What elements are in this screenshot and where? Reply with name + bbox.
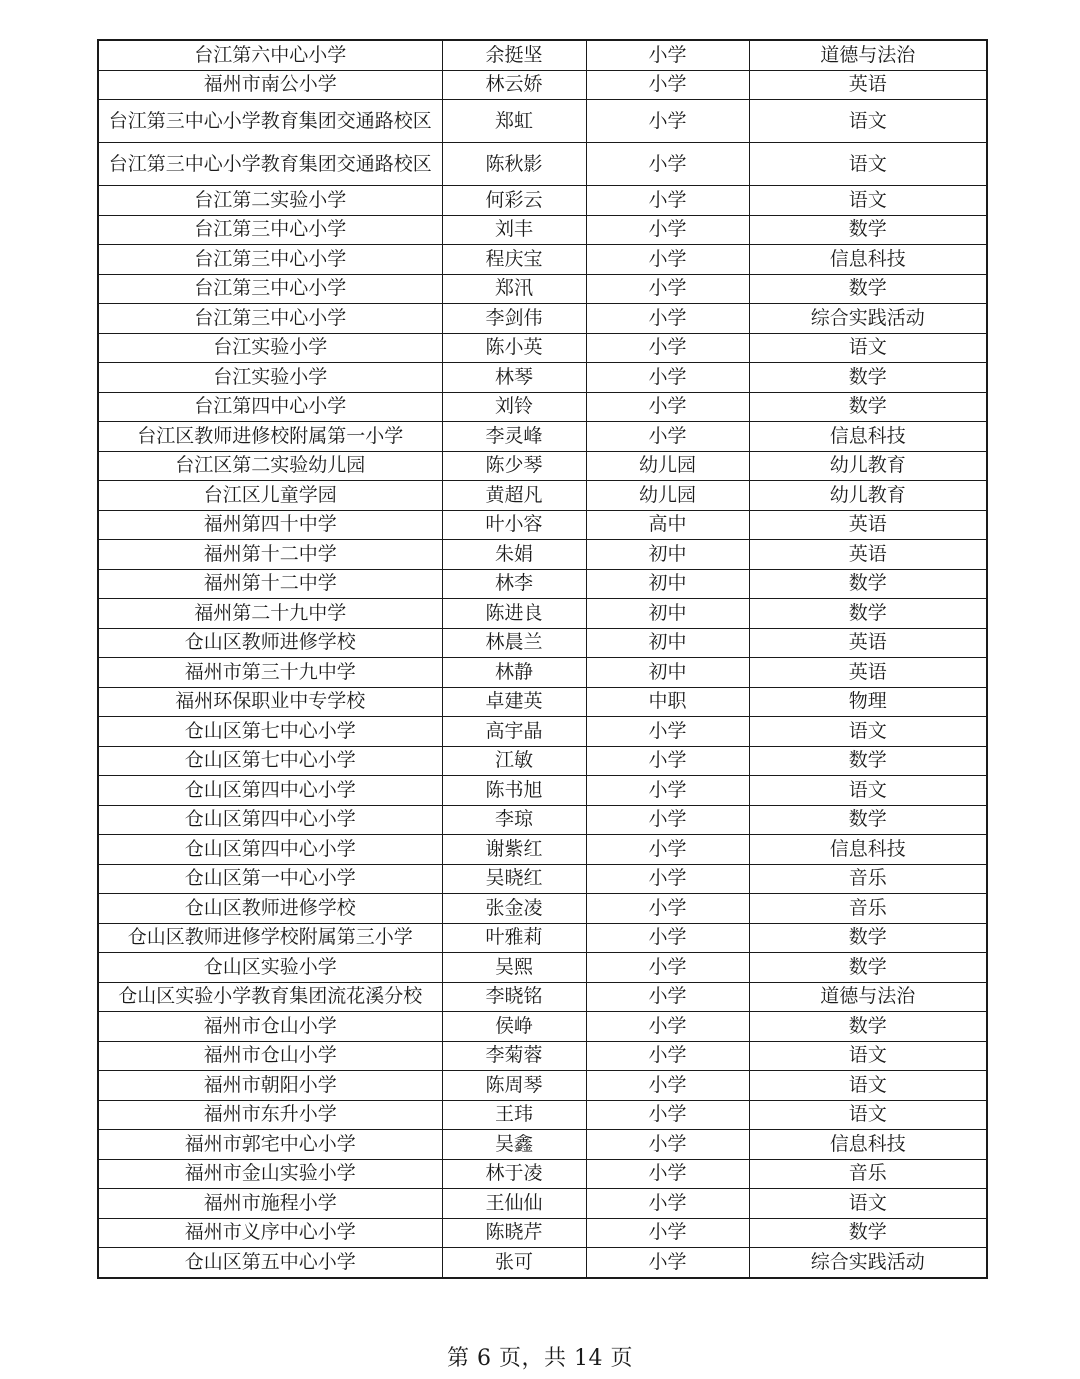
- school-cell: 福州市南公小学: [98, 70, 442, 100]
- teacher-name-cell: 王玮: [442, 1100, 586, 1130]
- school-cell: 仓山区第七中心小学: [98, 746, 442, 776]
- teacher-name-cell: 林晨兰: [442, 628, 586, 658]
- school-cell: 福州市东升小学: [98, 1100, 442, 1130]
- subject-cell: 信息科技: [749, 245, 987, 275]
- table-row: [98, 776, 987, 806]
- school-level-cell: 小学: [586, 864, 749, 894]
- school-cell: 台江区教师进修校附属第一小学: [98, 422, 442, 452]
- subject-cell: 音乐: [749, 894, 987, 924]
- table-row: [98, 835, 987, 865]
- school-level-cell: 小学: [586, 392, 749, 422]
- school-level-cell: 小学: [586, 333, 749, 363]
- table-row: [98, 953, 987, 983]
- school-cell: 福州环保职业中专学校: [98, 687, 442, 717]
- school-cell: 仓山区第四中心小学: [98, 835, 442, 865]
- teacher-name-cell: 陈书旭: [442, 776, 586, 806]
- teacher-name-cell: 李灵峰: [442, 422, 586, 452]
- subject-cell: 数学: [749, 953, 987, 983]
- school-cell: 台江实验小学: [98, 363, 442, 393]
- school-cell: 台江第三中心小学: [98, 274, 442, 304]
- subject-cell: 数学: [749, 805, 987, 835]
- table-row: [98, 481, 987, 511]
- school-cell: 福州市义序中心小学: [98, 1218, 442, 1248]
- school-cell: 台江第三中心小学: [98, 245, 442, 275]
- subject-cell: 语文: [749, 1041, 987, 1071]
- teacher-name-cell: 叶小容: [442, 510, 586, 540]
- teacher-name-cell: 林云娇: [442, 70, 586, 100]
- school-cell: 福州市朝阳小学: [98, 1071, 442, 1101]
- subject-cell: 物理: [749, 687, 987, 717]
- table-row: [98, 422, 987, 452]
- subject-cell: 信息科技: [749, 1130, 987, 1160]
- school-level-cell: 小学: [586, 982, 749, 1012]
- school-level-cell: 小学: [586, 143, 749, 186]
- school-cell: 福州第二十九中学: [98, 599, 442, 629]
- table-row: [98, 392, 987, 422]
- school-cell: 仓山区第七中心小学: [98, 717, 442, 747]
- teacher-name-cell: 李剑伟: [442, 304, 586, 334]
- table-row: [98, 687, 987, 717]
- school-level-cell: 小学: [586, 1130, 749, 1160]
- teacher-name-cell: 陈晓芹: [442, 1218, 586, 1248]
- table-row: [98, 717, 987, 747]
- school-level-cell: 小学: [586, 894, 749, 924]
- school-cell: 福州市仓山小学: [98, 1012, 442, 1042]
- teacher-name-cell: 李琼: [442, 805, 586, 835]
- teacher-name-cell: 程庆宝: [442, 245, 586, 275]
- teacher-name-cell: 叶雅莉: [442, 923, 586, 953]
- table-row: [98, 333, 987, 363]
- school-cell: 仓山区第五中心小学: [98, 1248, 442, 1278]
- subject-cell: 数学: [749, 274, 987, 304]
- table-row: [98, 658, 987, 688]
- subject-cell: 数学: [749, 1218, 987, 1248]
- school-cell: 仓山区实验小学: [98, 953, 442, 983]
- school-level-cell: 小学: [586, 363, 749, 393]
- school-level-cell: 初中: [586, 569, 749, 599]
- teacher-name-cell: 吴晓红: [442, 864, 586, 894]
- school-cell: 福州市仓山小学: [98, 1041, 442, 1071]
- table-row: [98, 274, 987, 304]
- subject-cell: 语文: [749, 333, 987, 363]
- teacher-name-cell: 陈秋影: [442, 143, 586, 186]
- table-row: [98, 70, 987, 100]
- table-row: [98, 245, 987, 275]
- school-level-cell: 小学: [586, 717, 749, 747]
- school-cell: 台江第二实验小学: [98, 186, 442, 216]
- school-cell: 仓山区教师进修学校附属第三小学: [98, 923, 442, 953]
- school-cell: 台江第三中心小学: [98, 304, 442, 334]
- subject-cell: 信息科技: [749, 835, 987, 865]
- subject-cell: 音乐: [749, 864, 987, 894]
- table-row: [98, 100, 987, 143]
- subject-cell: 数学: [749, 363, 987, 393]
- teacher-name-cell: 谢紫红: [442, 835, 586, 865]
- school-level-cell: 小学: [586, 923, 749, 953]
- school-cell: 台江区第二实验幼儿园: [98, 451, 442, 481]
- subject-cell: 语文: [749, 1189, 987, 1219]
- teacher-name-cell: 郑汛: [442, 274, 586, 304]
- school-cell: 福州市郭宅中心小学: [98, 1130, 442, 1160]
- school-level-cell: 中职: [586, 687, 749, 717]
- subject-cell: 语文: [749, 1071, 987, 1101]
- school-cell: 福州第十二中学: [98, 540, 442, 570]
- table-row: [98, 40, 987, 70]
- teacher-name-cell: 林静: [442, 658, 586, 688]
- table-row: [98, 864, 987, 894]
- school-level-cell: 小学: [586, 245, 749, 275]
- school-level-cell: 小学: [586, 1041, 749, 1071]
- teacher-name-cell: 余挺坚: [442, 40, 586, 70]
- school-level-cell: 小学: [586, 746, 749, 776]
- school-cell: 仓山区第四中心小学: [98, 805, 442, 835]
- subject-cell: 英语: [749, 628, 987, 658]
- subject-cell: 音乐: [749, 1159, 987, 1189]
- teacher-name-cell: 朱娟: [442, 540, 586, 570]
- school-level-cell: 小学: [586, 100, 749, 143]
- subject-cell: 语文: [749, 100, 987, 143]
- table-row: [98, 1189, 987, 1219]
- teacher-name-cell: 张可: [442, 1248, 586, 1278]
- school-level-cell: 小学: [586, 835, 749, 865]
- table-row: [98, 569, 987, 599]
- school-cell: 台江区儿童学园: [98, 481, 442, 511]
- teacher-name-cell: 刘丰: [442, 215, 586, 245]
- subject-cell: 数学: [749, 923, 987, 953]
- school-level-cell: 初中: [586, 599, 749, 629]
- school-level-cell: 初中: [586, 628, 749, 658]
- school-level-cell: 小学: [586, 1189, 749, 1219]
- school-level-cell: 小学: [586, 304, 749, 334]
- teacher-name-cell: 林于凌: [442, 1159, 586, 1189]
- subject-cell: 数学: [749, 1012, 987, 1042]
- subject-cell: 幼儿教育: [749, 481, 987, 511]
- school-level-cell: 初中: [586, 658, 749, 688]
- subject-cell: 综合实践活动: [749, 1248, 987, 1278]
- teacher-name-cell: 何彩云: [442, 186, 586, 216]
- teacher-name-cell: 黄超凡: [442, 481, 586, 511]
- school-cell: 台江实验小学: [98, 333, 442, 363]
- table-row: [98, 628, 987, 658]
- subject-cell: 道德与法治: [749, 982, 987, 1012]
- school-cell: 福州第四十中学: [98, 510, 442, 540]
- table-row: [98, 1100, 987, 1130]
- school-level-cell: 小学: [586, 1071, 749, 1101]
- teacher-name-cell: 郑虹: [442, 100, 586, 143]
- subject-cell: 数学: [749, 392, 987, 422]
- subject-cell: 信息科技: [749, 422, 987, 452]
- roster-table-body: [98, 40, 987, 1278]
- school-level-cell: 小学: [586, 1218, 749, 1248]
- subject-cell: 语文: [749, 1100, 987, 1130]
- school-cell: 台江第三中心小学教育集团交通路校区: [98, 100, 442, 143]
- school-cell: 福州市施程小学: [98, 1189, 442, 1219]
- page-number-footer: 第 6 页，共 14 页: [447, 1346, 633, 1371]
- subject-cell: 语文: [749, 143, 987, 186]
- subject-cell: 幼儿教育: [749, 451, 987, 481]
- subject-cell: 数学: [749, 215, 987, 245]
- teacher-name-cell: 张金凌: [442, 894, 586, 924]
- table-row: [98, 451, 987, 481]
- table-row: [98, 1248, 987, 1278]
- teacher-name-cell: 侯峥: [442, 1012, 586, 1042]
- table-row: [98, 186, 987, 216]
- teacher-name-cell: 吴熙: [442, 953, 586, 983]
- school-level-cell: 小学: [586, 1012, 749, 1042]
- school-cell: 台江第六中心小学: [98, 40, 442, 70]
- table-row: [98, 923, 987, 953]
- teacher-name-cell: 陈少琴: [442, 451, 586, 481]
- subject-cell: 数学: [749, 746, 987, 776]
- teacher-name-cell: 林琴: [442, 363, 586, 393]
- subject-cell: 英语: [749, 540, 987, 570]
- subject-cell: 道德与法治: [749, 40, 987, 70]
- school-level-cell: 小学: [586, 953, 749, 983]
- subject-cell: 数学: [749, 569, 987, 599]
- teacher-name-cell: 高宇晶: [442, 717, 586, 747]
- table-row: [98, 599, 987, 629]
- table-row: [98, 805, 987, 835]
- school-level-cell: 小学: [586, 1248, 749, 1278]
- table-row: [98, 510, 987, 540]
- table-row: [98, 1071, 987, 1101]
- table-row: [98, 1041, 987, 1071]
- teacher-name-cell: 陈进良: [442, 599, 586, 629]
- school-level-cell: 小学: [586, 70, 749, 100]
- table-row: [98, 1218, 987, 1248]
- school-level-cell: 幼儿园: [586, 481, 749, 511]
- table-row: [98, 363, 987, 393]
- school-level-cell: 小学: [586, 805, 749, 835]
- subject-cell: 语文: [749, 717, 987, 747]
- table-row: [98, 1159, 987, 1189]
- table-row: [98, 1130, 987, 1160]
- subject-cell: 英语: [749, 658, 987, 688]
- teacher-name-cell: 王仙仙: [442, 1189, 586, 1219]
- school-level-cell: 小学: [586, 776, 749, 806]
- school-cell: 仓山区第四中心小学: [98, 776, 442, 806]
- school-cell: 仓山区实验小学教育集团流花溪分校: [98, 982, 442, 1012]
- table-row: [98, 143, 987, 186]
- school-level-cell: 初中: [586, 540, 749, 570]
- table-row: [98, 894, 987, 924]
- school-cell: 台江第四中心小学: [98, 392, 442, 422]
- school-cell: 福州市金山实验小学: [98, 1159, 442, 1189]
- teacher-roster-table: [97, 39, 988, 1279]
- table-row: [98, 304, 987, 334]
- teacher-name-cell: 李菊蓉: [442, 1041, 586, 1071]
- school-cell: 福州市第三十九中学: [98, 658, 442, 688]
- school-cell: 台江第三中心小学: [98, 215, 442, 245]
- subject-cell: 综合实践活动: [749, 304, 987, 334]
- teacher-name-cell: 卓建英: [442, 687, 586, 717]
- table-row: [98, 746, 987, 776]
- school-level-cell: 小学: [586, 274, 749, 304]
- subject-cell: 英语: [749, 70, 987, 100]
- school-level-cell: 小学: [586, 186, 749, 216]
- teacher-name-cell: 林李: [442, 569, 586, 599]
- school-level-cell: 小学: [586, 1100, 749, 1130]
- subject-cell: 英语: [749, 510, 987, 540]
- school-cell: 仓山区教师进修学校: [98, 628, 442, 658]
- school-cell: 福州第十二中学: [98, 569, 442, 599]
- teacher-name-cell: 吴鑫: [442, 1130, 586, 1160]
- subject-cell: 数学: [749, 599, 987, 629]
- school-cell: 仓山区教师进修学校: [98, 894, 442, 924]
- teacher-name-cell: 刘铃: [442, 392, 586, 422]
- school-level-cell: 小学: [586, 40, 749, 70]
- school-level-cell: 幼儿园: [586, 451, 749, 481]
- school-level-cell: 小学: [586, 1159, 749, 1189]
- school-cell: 仓山区第一中心小学: [98, 864, 442, 894]
- subject-cell: 语文: [749, 186, 987, 216]
- school-cell: 台江第三中心小学教育集团交通路校区: [98, 143, 442, 186]
- table-row: [98, 1012, 987, 1042]
- teacher-name-cell: 江敏: [442, 746, 586, 776]
- school-level-cell: 小学: [586, 422, 749, 452]
- teacher-name-cell: 陈周琴: [442, 1071, 586, 1101]
- teacher-name-cell: 陈小英: [442, 333, 586, 363]
- school-level-cell: 小学: [586, 215, 749, 245]
- table-row: [98, 982, 987, 1012]
- teacher-name-cell: 李晓铭: [442, 982, 586, 1012]
- table-row: [98, 215, 987, 245]
- subject-cell: 语文: [749, 776, 987, 806]
- table-row: [98, 540, 987, 570]
- school-level-cell: 高中: [586, 510, 749, 540]
